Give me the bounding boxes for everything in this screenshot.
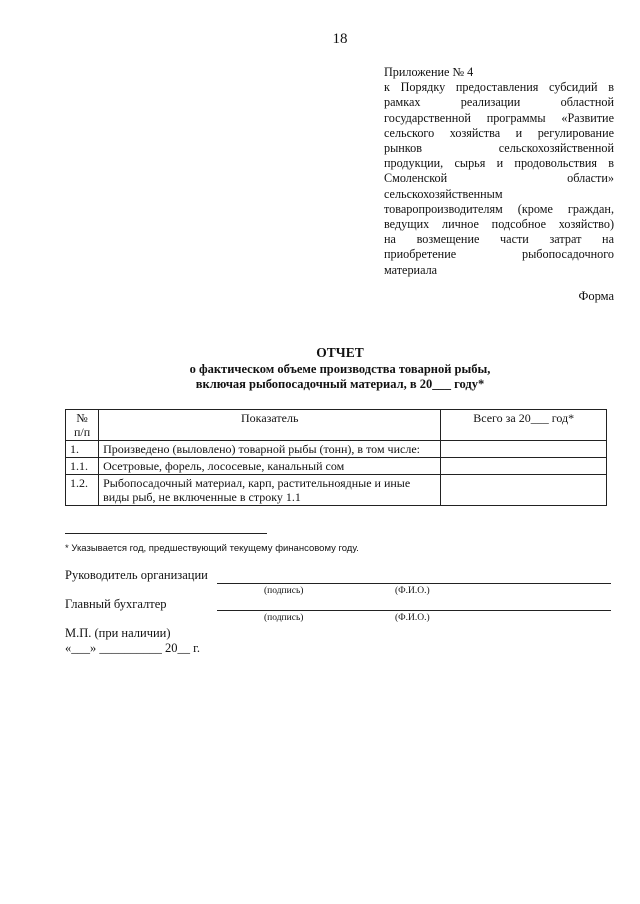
head-name-caption: (Ф.И.О.) xyxy=(395,586,430,596)
appendix-line: к Порядку предоставления субсидий в xyxy=(384,80,614,95)
appendix-line: государственной программы «Развитие xyxy=(384,110,614,125)
table-header-row xyxy=(66,410,607,441)
row-total-cell[interactable] xyxy=(441,458,607,475)
header-indicator: Показатель xyxy=(99,410,441,441)
appendix-line: ведущих личное подсобное хозяйство) xyxy=(384,217,614,232)
table-row xyxy=(66,458,607,475)
stamp-label: М.П. (при наличии) xyxy=(65,626,171,640)
form-label: Форма xyxy=(578,289,614,303)
head-signature-line[interactable] xyxy=(217,583,611,584)
row-total-cell[interactable] xyxy=(441,475,607,506)
date-line: «___» __________ 20__ г. xyxy=(65,641,200,655)
report-subtitle-line-2: включая рыбопосадочный материал, в 20___ году* xyxy=(195,377,485,391)
appendix-line: рынков сельскохозяйственной xyxy=(384,141,614,156)
head-label: Руководитель организации xyxy=(65,568,208,582)
report-subtitle-line-1: о фактическом объеме производства товарной рыбы, xyxy=(189,362,491,376)
accountant-label: Главный бухгалтер xyxy=(65,597,167,611)
report-title: ОТЧЕТ xyxy=(316,345,364,360)
appendix-line: рамках реализации областной xyxy=(384,95,614,110)
page-number: 18 xyxy=(332,31,348,47)
head-sign-caption: (подпись) xyxy=(264,586,304,596)
row-number: 1.1. xyxy=(66,458,99,475)
row-number: 1.2. xyxy=(66,475,99,506)
row-indicator: Произведено (выловлено) товарной рыбы (тонн), в том числе: xyxy=(99,441,441,458)
row-indicator: Рыбопосадочный материал, карп, растительноядные и иные виды рыб, не включенные в строку 1.1 xyxy=(99,475,441,506)
row-total-cell[interactable] xyxy=(441,441,607,458)
appendix-line: на возмещение части затрат на xyxy=(384,232,614,247)
appendix-line: материала xyxy=(384,262,438,277)
appendix-line: продукции, сырья и продовольствия в xyxy=(384,156,614,171)
appendix-line: сельскохозяйственным xyxy=(384,186,503,201)
report-table xyxy=(65,409,607,506)
row-number: 1. xyxy=(66,441,99,458)
accountant-signature-line[interactable] xyxy=(217,610,611,611)
accountant-sign-caption: (подпись) xyxy=(264,613,304,623)
footnote: * Указывается год, предшествующий текущему финансовому году. xyxy=(65,543,359,554)
accountant-name-caption: (Ф.И.О.) xyxy=(395,613,430,623)
header-total: Всего за 20___ год* xyxy=(441,410,607,441)
appendix-header xyxy=(384,65,614,278)
appendix-line: товаропроизводителям (кроме граждан, xyxy=(384,201,614,216)
appendix-line: Смоленской области» xyxy=(384,171,614,186)
appendix-line: Приложение № 4 xyxy=(384,65,474,79)
row-indicator: Осетровые, форель, лососевые, канальный сом xyxy=(99,458,441,475)
table-row xyxy=(66,441,607,458)
header-number: № п/п xyxy=(66,410,99,441)
appendix-line: приобретение рыбопосадочного xyxy=(384,247,614,262)
appendix-line: сельского хозяйства и регулирование xyxy=(384,125,614,140)
table-row xyxy=(66,475,607,506)
footnote-divider xyxy=(65,533,267,534)
